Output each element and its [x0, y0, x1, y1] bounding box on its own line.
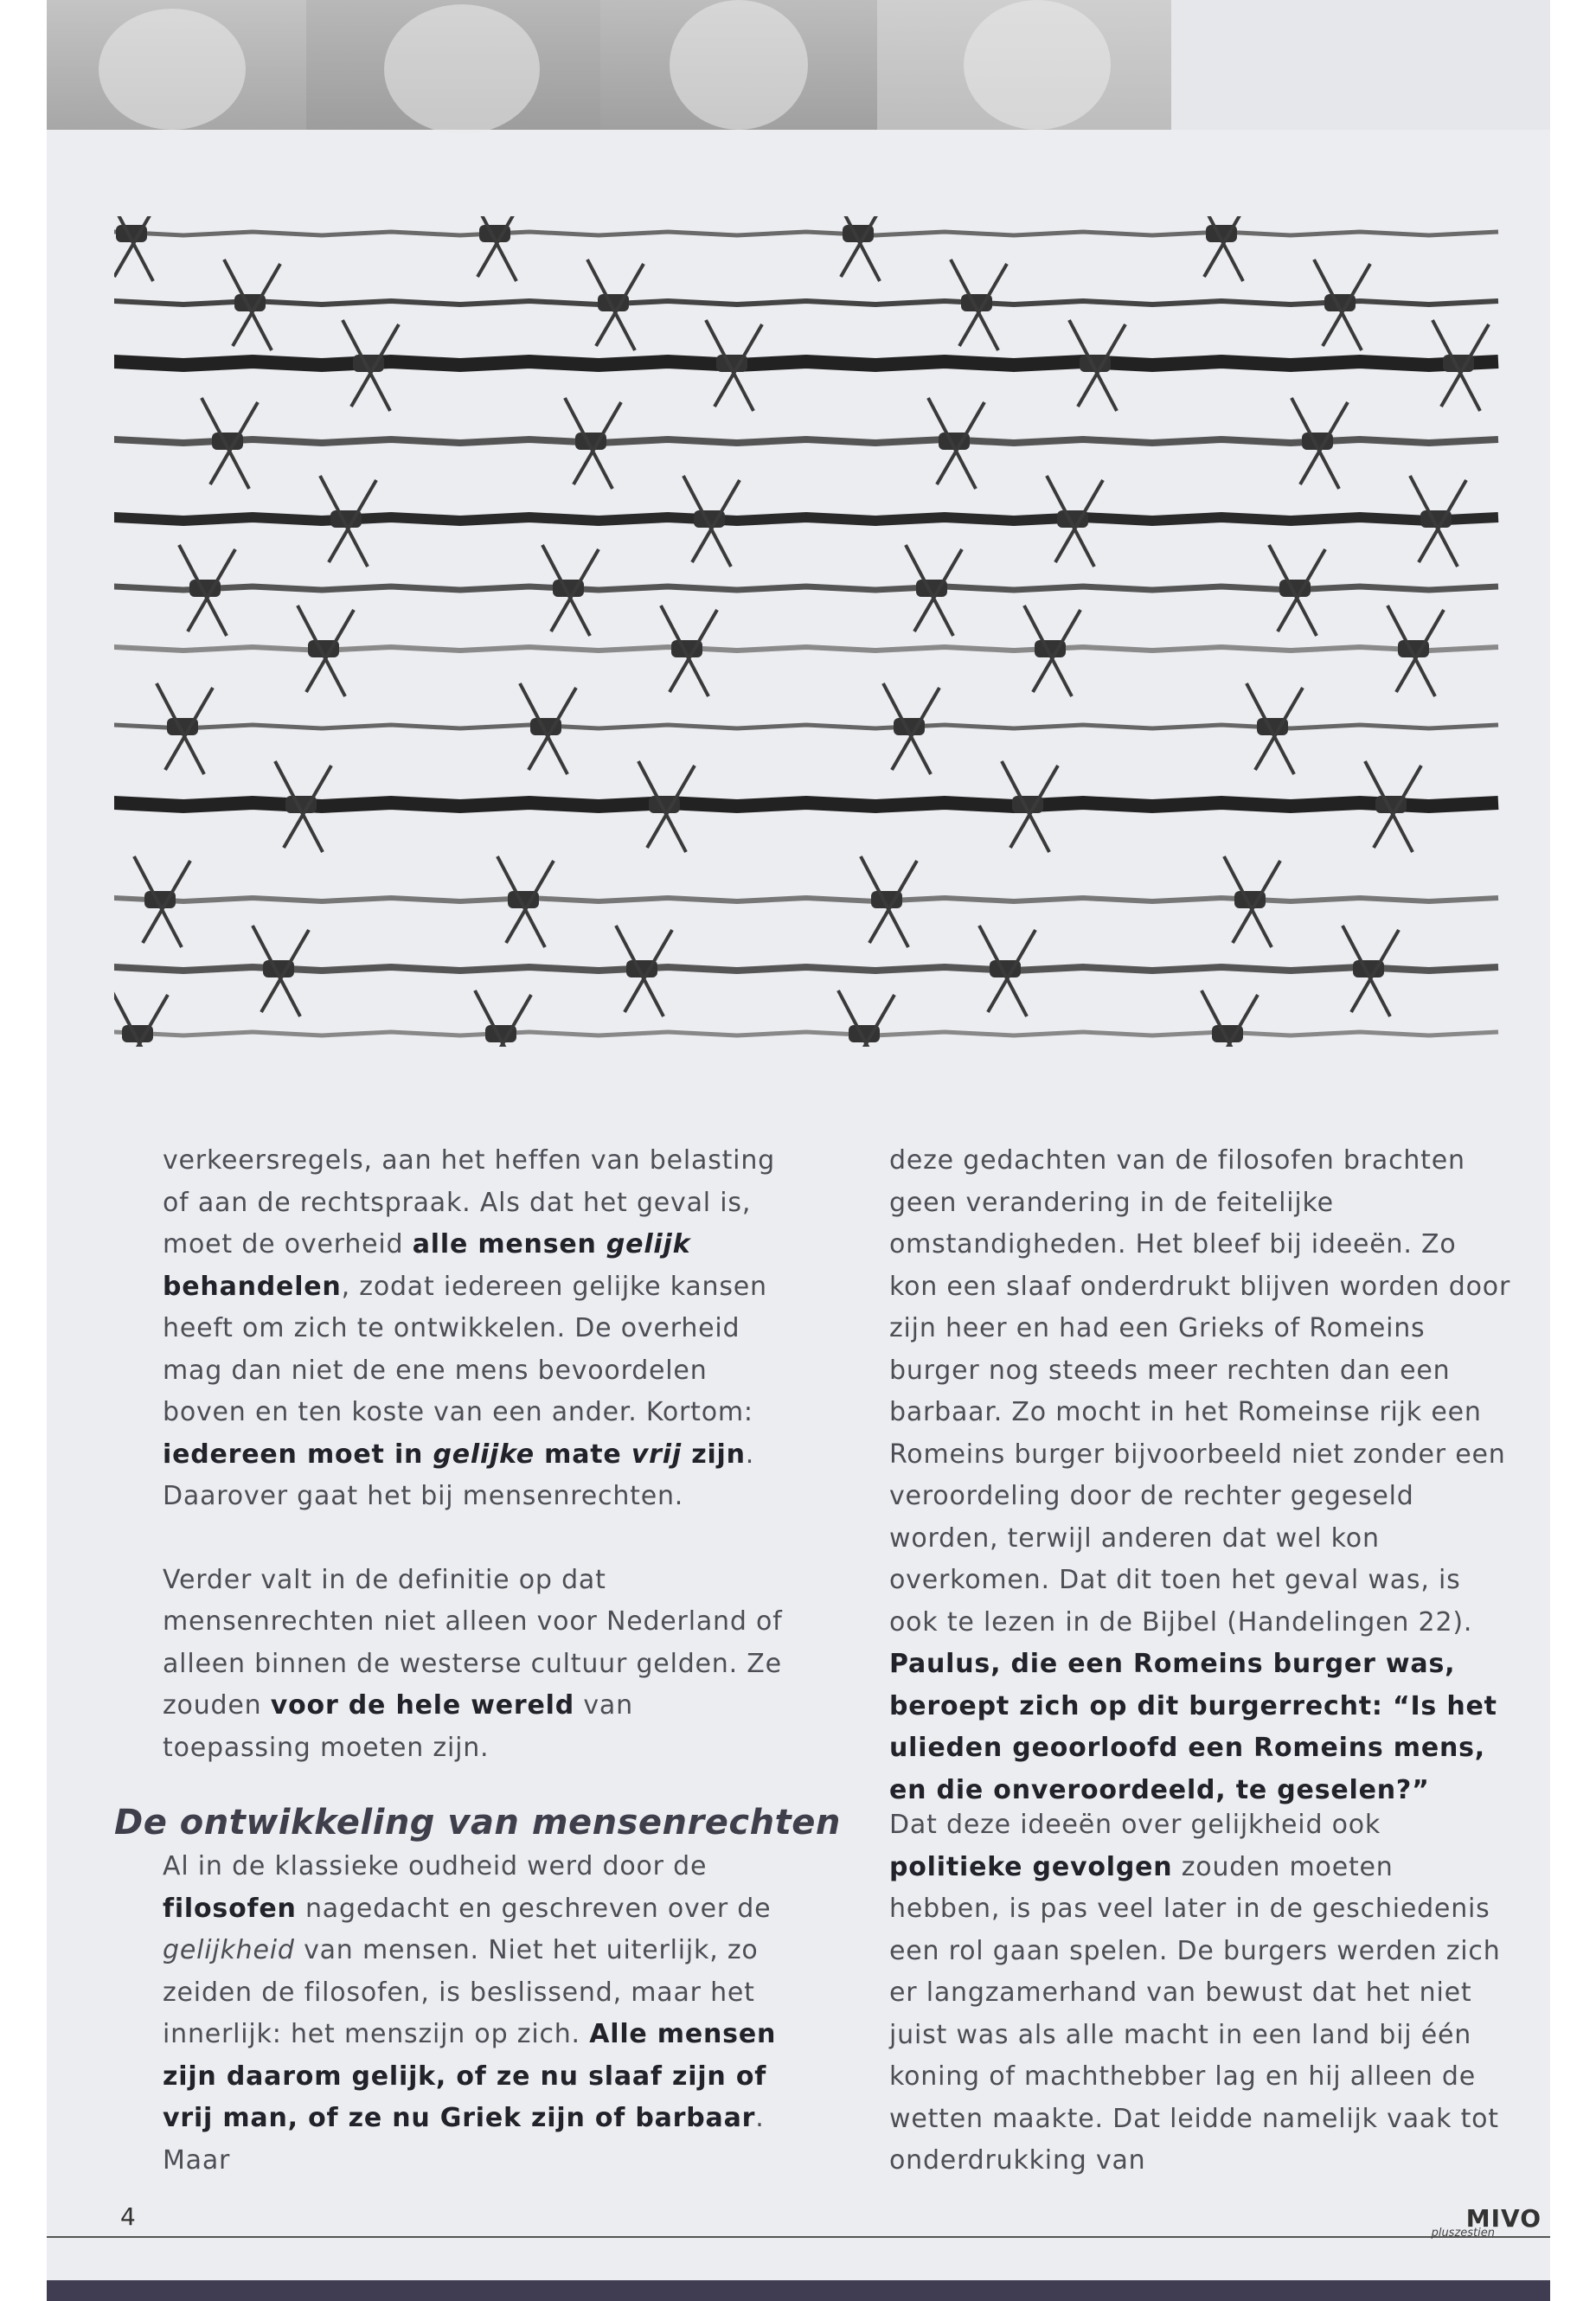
paragraph: verkeersregels, aan het heffen van belasting of aan de rechtspraak. Als dat het geval is, moet de overheid alle mensen gelijk behandelen, zodat iedereen gelijke kansen heeft om zich te ontwikkelen. De overheid mag dan niet de ene mens bevoordelen boven en ten koste van een ander. Kortom: iedereen moet in gelijke mate vrij zijn. Daarover gaat het bij mensenrechten.	[163, 1145, 775, 1511]
barb	[224, 260, 280, 350]
header-photo	[47, 0, 306, 130]
paragraph: deze gedachten van de filosofen brachten geen verandering in de feitelijke omstandigheden. Het bleef bij ideeën. Zo kon een slaaf onderdrukt blijven worden door zijn heer en had een Grieks of Romeins burger nog steeds meer rechten dan een barbaar. Zo mocht in het Romeinse rijk een Romeins burger bijvoorbeeld niet zonder een veroordeling door de rechter gegeseld worden, terwijl anderen dat wel kon overkomen. Dat dit toen het geval was, is ook te lezen in de Bijbel (Handelingen 22). Paulus, die een Romeins burger was, beroept zich op dit burgerrecht: “Is het ulieden geoorloofd een Romeins mens, en die onveroordeeld, te geselen?”	[889, 1145, 1511, 1805]
bottom-strip	[47, 2280, 1550, 2301]
wire-strand	[114, 517, 1498, 521]
left-column-lower	[163, 1846, 785, 2182]
barb	[114, 990, 168, 1047]
header-photo-strip	[47, 0, 1550, 130]
right-column-lower	[889, 1804, 1512, 2182]
logo-text: MIVO	[1465, 2204, 1542, 2233]
barb	[832, 216, 888, 281]
barb	[469, 216, 525, 281]
wire-strand	[114, 803, 1498, 806]
wire-strand	[114, 1032, 1498, 1035]
barb	[497, 856, 554, 947]
barbed-wire-photo	[114, 216, 1507, 1047]
paragraph: Al in de klassieke oudheid werd door de filosofen nagedacht en geschreven over de gelijkheid van mensen. Niet het uiterlijk, zo zeiden de filosofen, is beslissend, maar het innerlijk: het menszijn op zich. Alle mensen zijn daarom gelijk, of ze nu slaaf zijn of vrij man, of ze nu Griek zijn of barbaar. Maar	[163, 1851, 777, 2176]
paragraph: Verder valt in de definitie op dat mensenrechten niet alleen voor Nederland of alleen binnen de westerse cultuur gelden. Ze zouden voor de hele wereld van toepassing moeten zijn.	[163, 1564, 783, 1763]
footer-rule	[47, 2236, 1550, 2238]
wire-strand	[114, 301, 1498, 304]
wire-strand	[114, 362, 1498, 365]
barb	[114, 216, 162, 281]
header-photo	[877, 0, 1171, 130]
paragraph: Dat deze ideeën over gelijkheid ook politieke gevolgen zouden moeten hebben, is pas veel later in de geschiedenis een rol gaan spelen. De burgers werden zich er langzamerhand van bewust dat het niet juist was als alle macht in een land bij één koning of machthebber lag en hij alleen de wetten maakte. Dat leidde namelijk vaak tot onderdrukking van	[889, 1810, 1501, 2176]
right-column	[889, 1140, 1512, 1811]
barb	[1195, 216, 1252, 281]
header-photo	[600, 0, 877, 130]
wire-strand	[114, 898, 1498, 901]
page-number: 4	[120, 2202, 136, 2231]
wire-strand	[114, 439, 1498, 443]
barb	[838, 990, 894, 1047]
logo-subtitle: pluszestien	[1431, 2227, 1495, 2240]
section-heading: De ontwikkeling van mensenrechten	[114, 1803, 841, 1843]
header-photo	[306, 0, 600, 130]
left-column	[163, 1140, 785, 1769]
barb	[1202, 990, 1258, 1047]
wire-strand	[114, 967, 1498, 971]
wire-strand	[114, 232, 1498, 235]
wire-strand	[114, 725, 1498, 728]
barb	[475, 990, 531, 1047]
footer-logo	[1356, 2204, 1547, 2239]
